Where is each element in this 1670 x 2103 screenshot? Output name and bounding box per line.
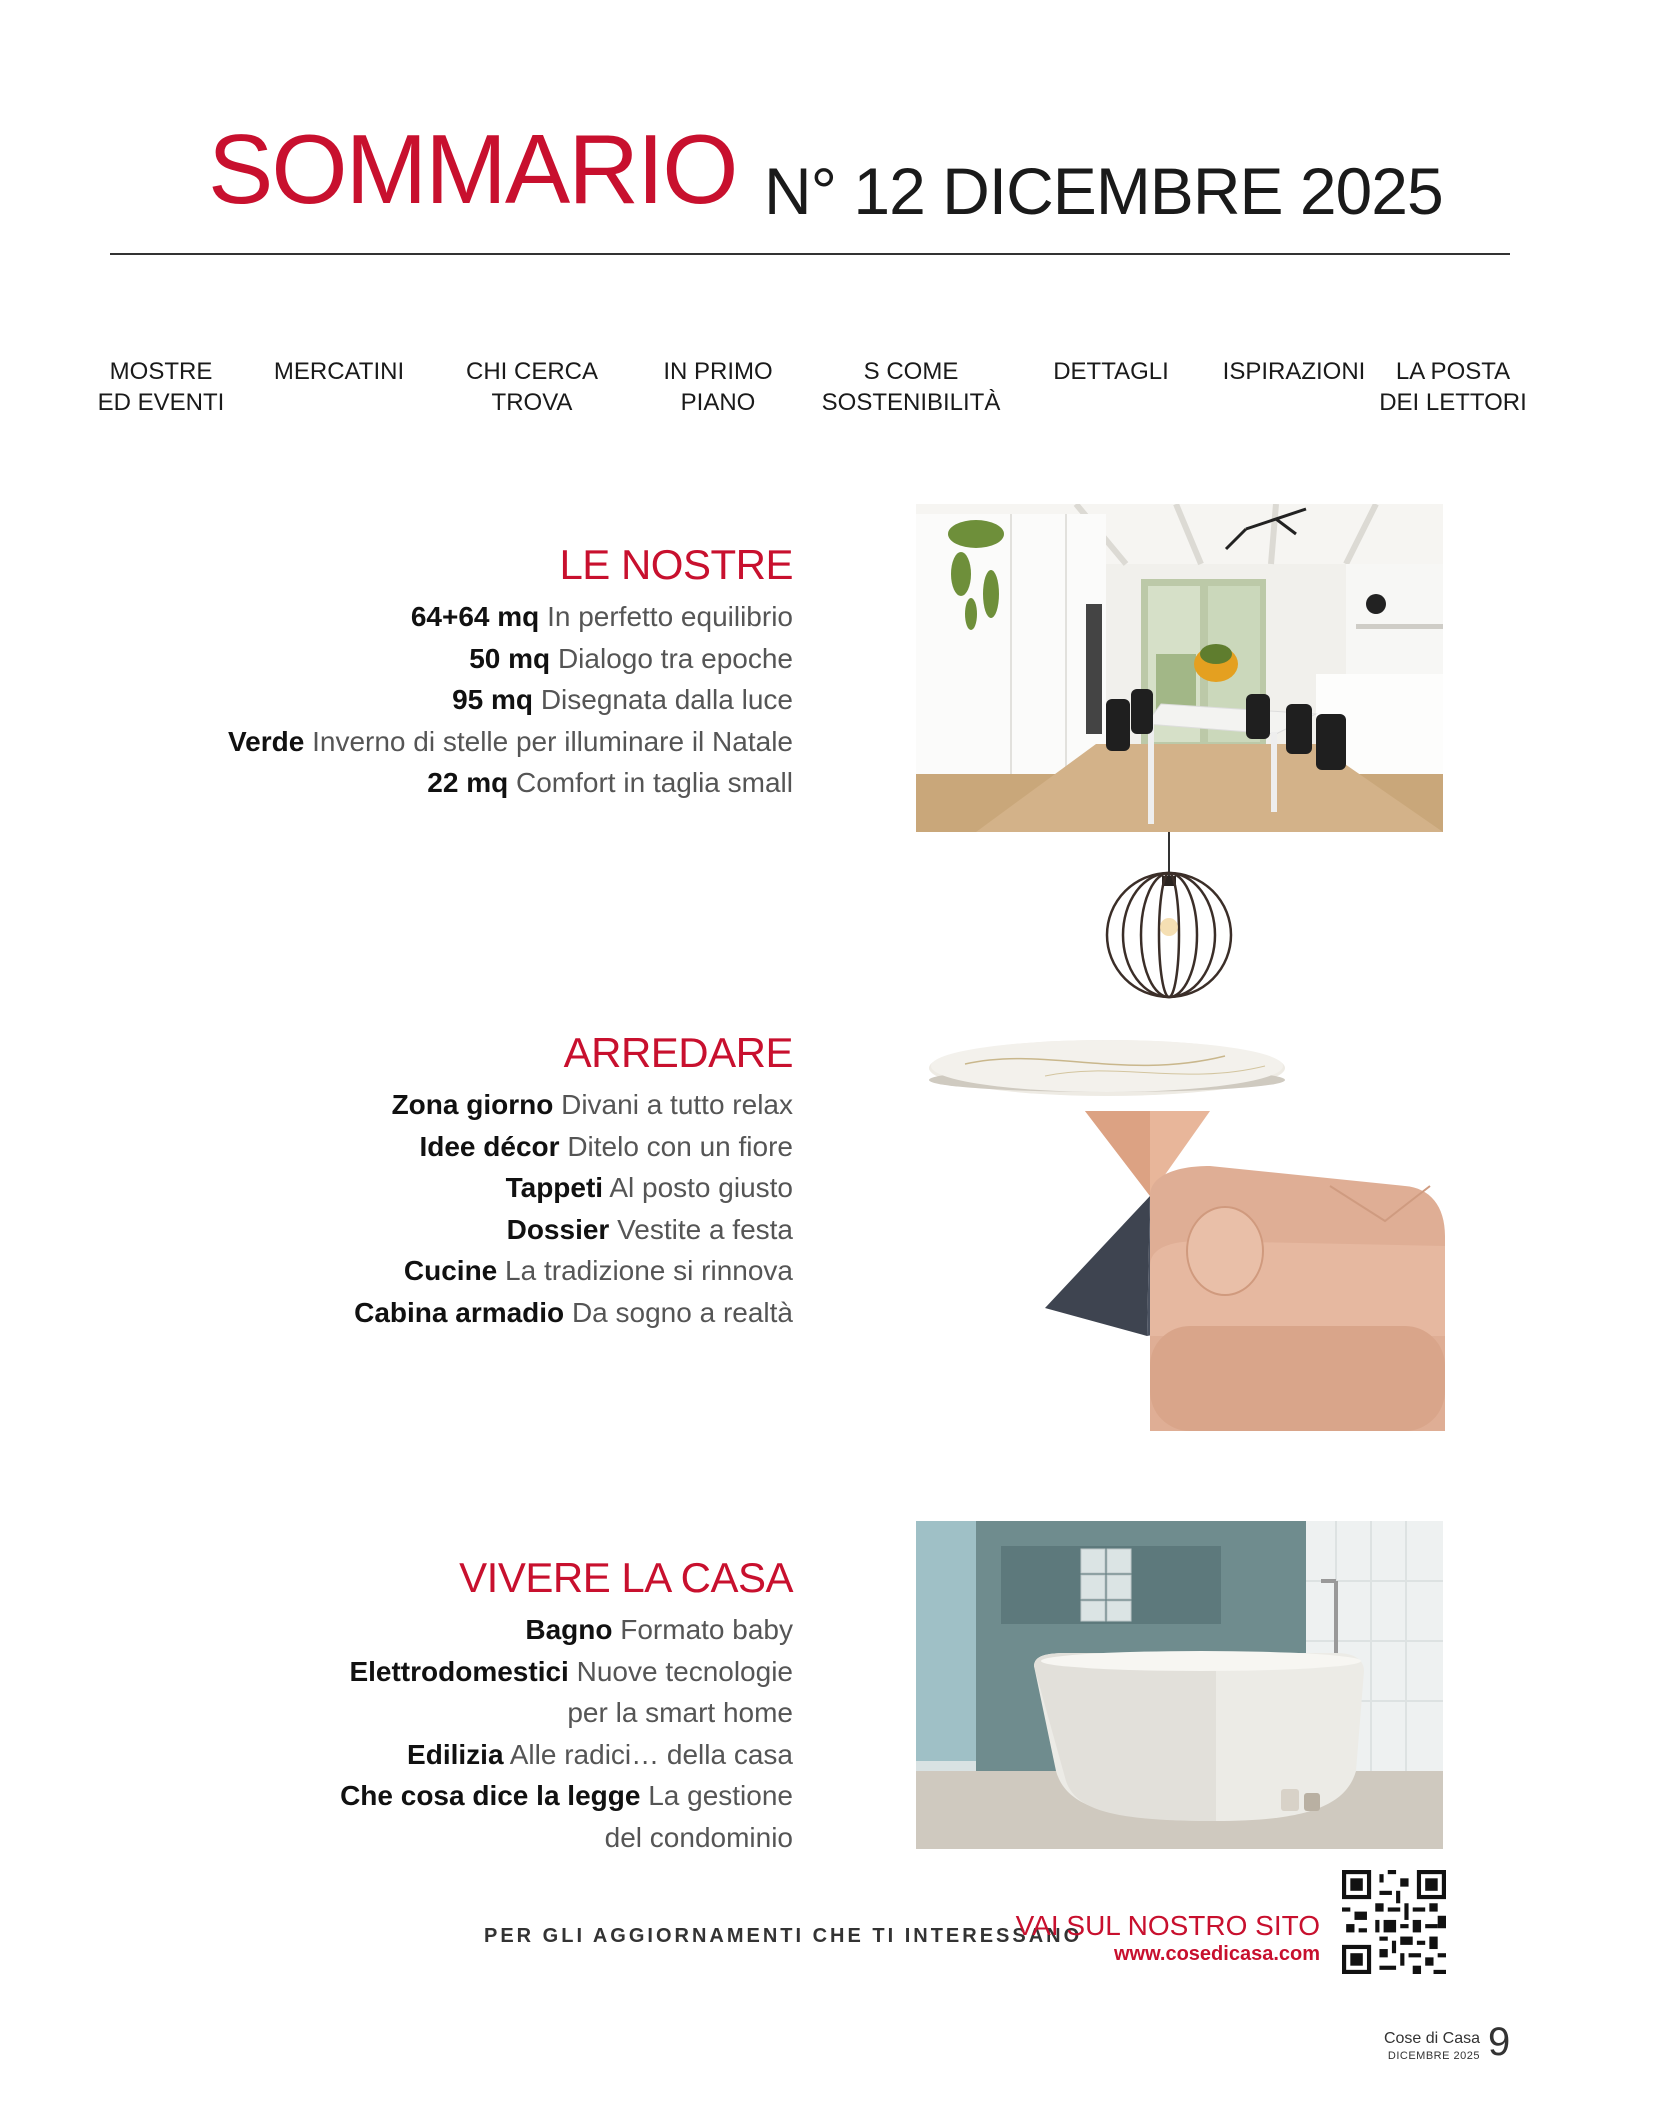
toc-keyword: Elettrodomestici xyxy=(349,1655,569,1687)
section-vivere-la-casa xyxy=(340,1553,793,1858)
toc-text: Da sogno a realtà xyxy=(571,1296,793,1328)
toc-keyword: Idee décor xyxy=(419,1130,560,1162)
toc-text: Al posto giusto xyxy=(609,1172,793,1203)
toc-text: La gestione xyxy=(648,1780,793,1811)
kitchen-dining-illustration xyxy=(916,504,1443,832)
toc-entry[interactable] xyxy=(228,638,793,680)
toc-text: Disegnata dalla luce xyxy=(540,684,793,715)
nav-item-line: MOSTRE xyxy=(109,358,213,385)
toc-keyword: Bagno xyxy=(525,1614,613,1645)
rubric-nav xyxy=(96,356,1527,426)
nav-item-line: DEI LETTORI xyxy=(1379,389,1527,416)
nav-item-line: DETTAGLI xyxy=(1053,358,1169,385)
toc-text: Alle radici… della casa xyxy=(509,1738,793,1770)
toc-text: Inverno di stelle per illuminare il Natale xyxy=(312,725,793,757)
toc-entry[interactable] xyxy=(340,1775,793,1817)
header-divider xyxy=(110,253,1510,255)
toc-entry[interactable] xyxy=(340,1734,793,1776)
toc-keyword: Che cosa dice la legge xyxy=(340,1780,641,1811)
toc-text: Ditelo con un fiore xyxy=(567,1130,793,1162)
folio-magazine-name: Cose di Casa xyxy=(1383,2030,1480,2047)
nav-item-mostre-ed-eventi[interactable] xyxy=(96,356,226,418)
nav-item-la-posta-dei-lettori[interactable] xyxy=(1378,356,1528,418)
nav-item-line: S COME xyxy=(863,358,959,385)
nav-item-line: LA POSTA xyxy=(1395,358,1511,385)
promo-text: PER GLI AGGIORNAMENTI CHE TI INTERESSANO xyxy=(484,1925,1083,1947)
pendant-lamp-image xyxy=(1102,832,1236,1002)
toc-entry[interactable] xyxy=(228,596,793,638)
section-heading: VIVERE LA CASA xyxy=(459,1554,793,1601)
section-heading: ARREDARE xyxy=(563,1029,793,1076)
toc-entry[interactable] xyxy=(228,762,793,804)
toc-keyword: Edilizia xyxy=(407,1738,504,1770)
toc-keyword: 64+64 mq xyxy=(410,601,540,632)
toc-text: Nuove tecnologie xyxy=(576,1655,793,1687)
toc-text: Divani a tutto relax xyxy=(561,1089,793,1120)
toc-entry[interactable] xyxy=(340,1651,793,1693)
nav-item-dettagli[interactable] xyxy=(1031,356,1191,387)
nav-item-line: IN PRIMO xyxy=(663,358,773,385)
toc-keyword: Tappeti xyxy=(505,1172,604,1203)
page-number: 9 xyxy=(1488,2020,1511,2064)
bathroom-illustration xyxy=(916,1521,1443,1849)
nav-item-mercatini[interactable] xyxy=(259,356,419,387)
toc-entry[interactable] xyxy=(228,721,793,763)
toc-keyword: Zona giorno xyxy=(391,1089,554,1120)
toc-text: In perfetto equilibrio xyxy=(547,601,793,632)
kitchen-dining-photo[interactable] xyxy=(916,504,1443,832)
toc-entry[interactable] xyxy=(354,1209,793,1251)
promo-block xyxy=(1016,1910,1320,1966)
folio-date: DICEMBRE 2025 xyxy=(1387,2050,1480,2062)
qr-code-graphic xyxy=(1342,1870,1446,1974)
section-le-nostre xyxy=(228,540,793,804)
toc-keyword: Cucine xyxy=(403,1255,498,1286)
toc-text: La tradizione si rinnova xyxy=(505,1255,793,1286)
nav-item-in-primo-piano[interactable] xyxy=(643,356,793,418)
toc-keyword: Cabina armadio xyxy=(354,1296,565,1328)
toc-entry[interactable] xyxy=(228,679,793,721)
toc-entry[interactable] xyxy=(354,1250,793,1292)
toc-keyword: 95 mq xyxy=(452,684,534,715)
qr-code-icon[interactable] xyxy=(1342,1870,1446,1974)
toc-text: Vestite a festa xyxy=(617,1213,793,1245)
page-title: SOMMARIO xyxy=(208,114,737,224)
section-arredare xyxy=(354,1028,793,1333)
section-heading: LE NOSTRE xyxy=(559,541,793,588)
promo-cta-link[interactable]: VAI SUL NOSTRO SITO xyxy=(1015,1910,1320,1941)
toc-text: Formato baby xyxy=(620,1614,793,1645)
bathroom-photo[interactable] xyxy=(916,1521,1443,1849)
toc-text: del condominio xyxy=(604,1821,793,1853)
nav-item-chi-cerca-trova[interactable] xyxy=(452,356,612,418)
toc-entry[interactable] xyxy=(354,1167,793,1209)
toc-text: Comfort in taglia small xyxy=(516,767,793,798)
website-link[interactable]: www.cosedicasa.com xyxy=(1113,1943,1320,1965)
nav-item-ispirazioni[interactable] xyxy=(1204,356,1384,387)
table-sofa-illustration xyxy=(925,1036,1445,1446)
nav-item-line: PIANO xyxy=(680,389,756,416)
nav-item-line: ISPIRAZIONI xyxy=(1222,358,1366,385)
toc-entry[interactable] xyxy=(354,1126,793,1168)
toc-keyword: Verde xyxy=(228,725,305,757)
toc-keyword: Dossier xyxy=(506,1213,610,1245)
toc-entry[interactable] xyxy=(354,1084,793,1126)
nav-item-line: ED EVENTI xyxy=(97,389,225,416)
toc-entry[interactable] xyxy=(354,1292,793,1334)
nav-item-line: TROVA xyxy=(491,389,573,416)
toc-keyword: 22 mq xyxy=(427,767,509,798)
nav-item-line: CHI CERCA xyxy=(465,358,598,385)
toc-keyword: 50 mq xyxy=(469,642,551,674)
toc-text: per la smart home xyxy=(567,1697,793,1728)
pendant-lamp-illustration xyxy=(1102,832,1236,1002)
toc-entry[interactable] xyxy=(340,1692,793,1734)
toc-entry[interactable] xyxy=(340,1817,793,1859)
nav-item-line: MERCATINI xyxy=(273,358,405,385)
table-sofa-image xyxy=(925,1036,1445,1446)
toc-text: Dialogo tra epoche xyxy=(557,642,793,674)
nav-item-line: SOSTENIBILITÀ xyxy=(821,389,1001,416)
toc-entry[interactable] xyxy=(340,1609,793,1651)
issue-number: N° 12 DICEMBRE 2025 xyxy=(764,154,1443,228)
nav-item-s-come-sostenibilita[interactable] xyxy=(806,356,1016,418)
